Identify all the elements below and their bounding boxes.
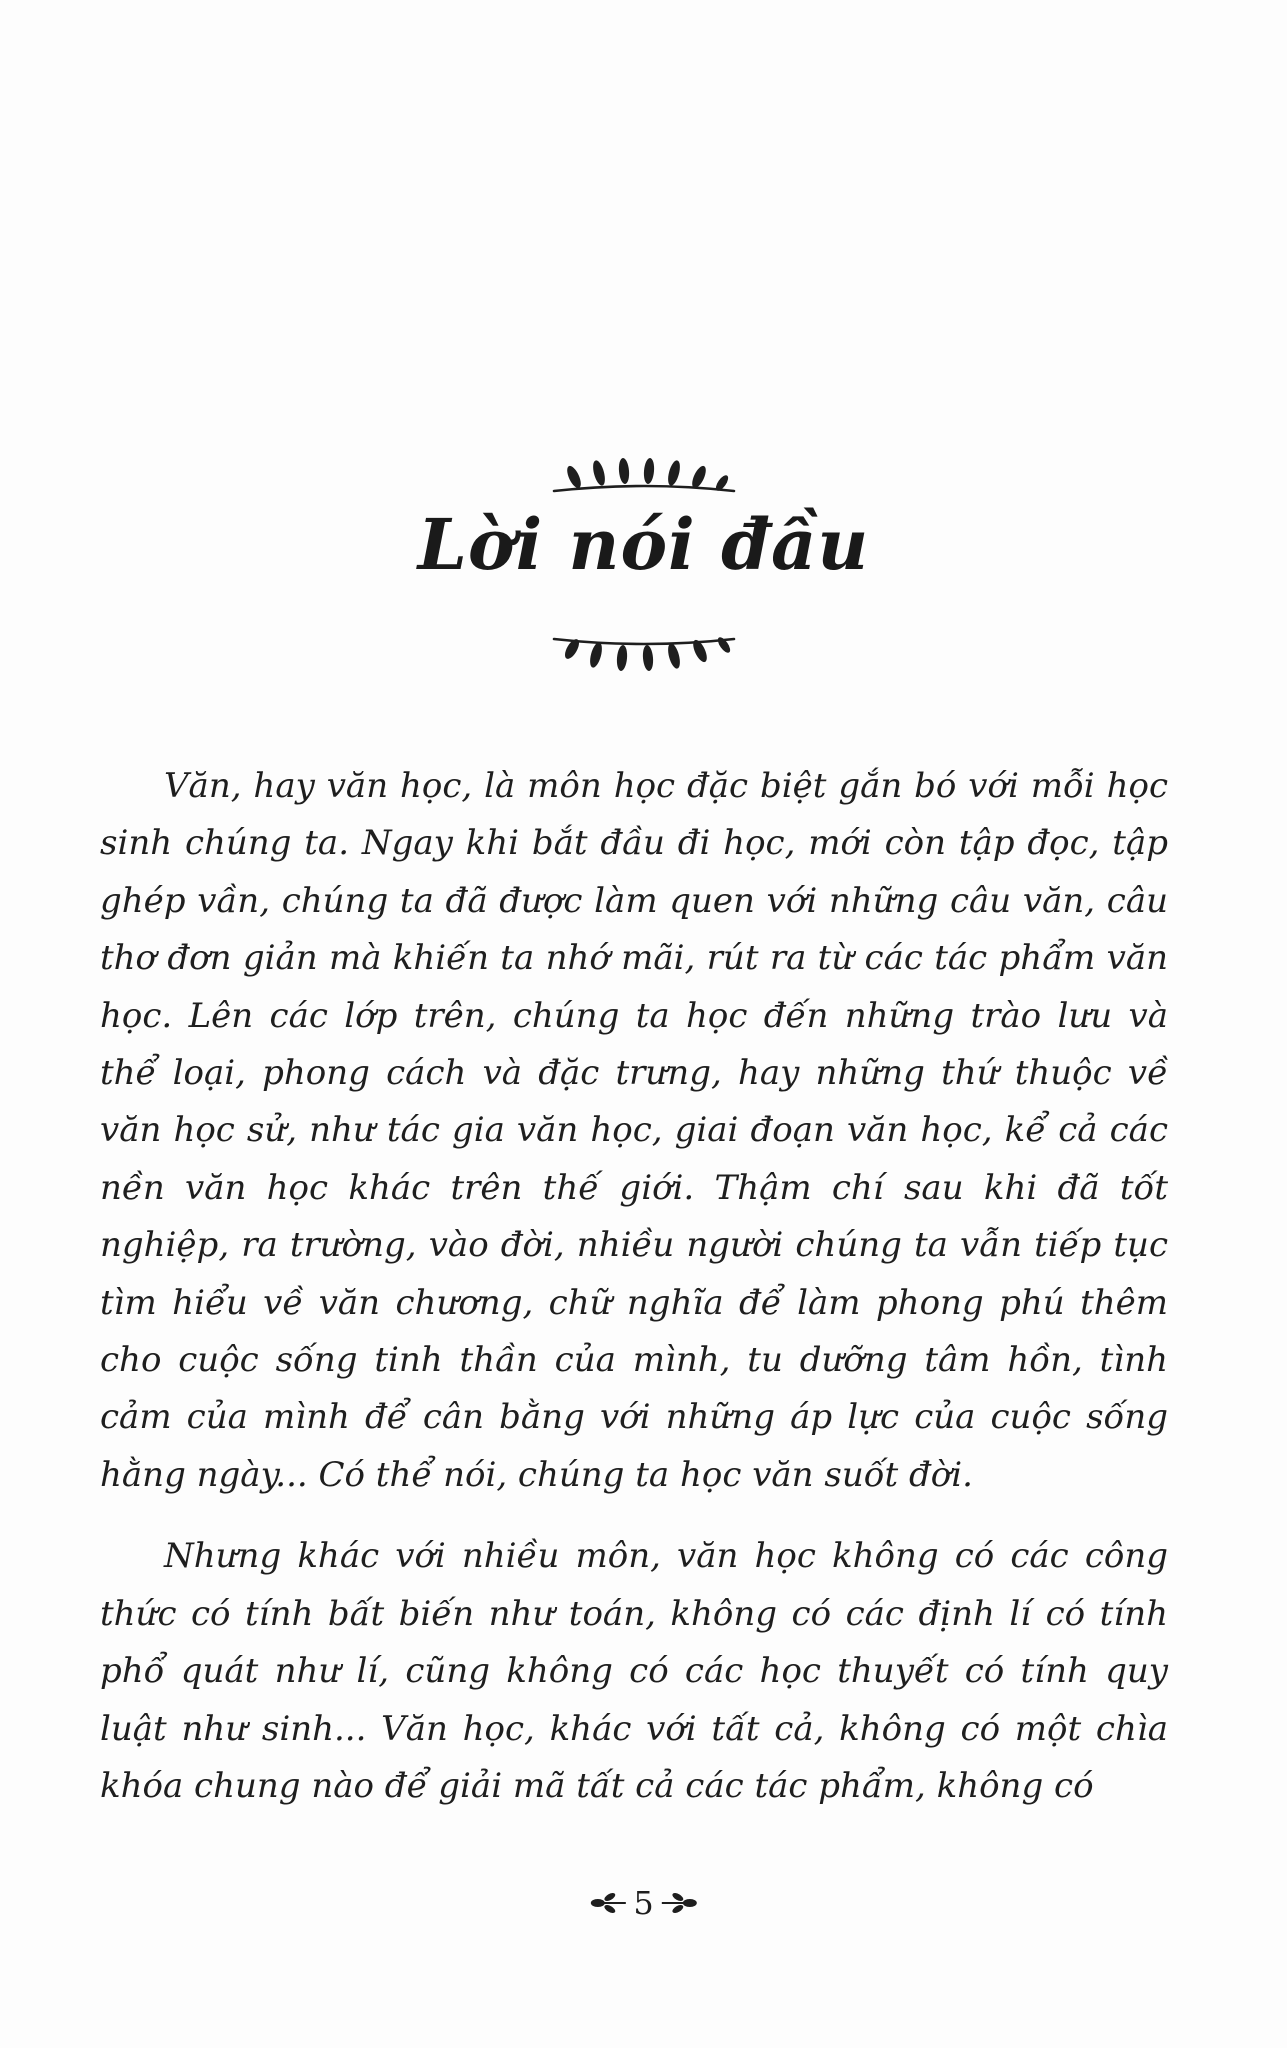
leaf-flourish-left-icon (587, 1890, 627, 1916)
laurel-ornament-bottom-icon (544, 625, 744, 675)
paragraph-1: Văn, hay văn học, là môn học đặc biệt gắn bó với mỗi học sinh chúng ta. Ngay khi bắt đầu đi học, mới còn tập đọc, tập ghép vần, chúng ta đã được làm quen với những câu văn, câu thơ đơn giản mà khiến ta nhớ mãi, rút ra từ các tác phẩm văn học. Lên các lớp trên, chúng ta học đến những trào lưu và thể loại, phong cách và đặc trưng, hay những thứ thuộc về văn học sử, như tác gia văn học, giai đoạn văn học, kể cả các nền văn học khác trên thế giới. Thậm chí sau khi đã tốt nghiệp, ra trường, vào đời, nhiều người chúng ta vẫn tiếp tục tìm hiểu về văn chương, chữ nghĩa để làm phong phú thêm cho cuộc sống tinh thần của mình, tu dưỡng tâm hồn, tình cảm của mình để cân bằng với những áp lực của cuộc sống hằng ngày... Có thể nói, chúng ta học văn suốt đời. (100, 766, 1168, 1495)
page-number-footer (587, 1885, 699, 1921)
body-text (100, 758, 1168, 1835)
page-number: 5 (633, 1884, 654, 1922)
paragraph-2: Nhưng khác với nhiều môn, văn học không có các công thức có tính bất biến như toán, không có các định lí có tính phổ quát như lí, cũng không có các học thuyết có tính quy luật như sinh... Văn học, khác với tất cả, không có một chìa khóa chung nào để giải mã tất cả các tác phẩm, không có (100, 1536, 1168, 1806)
leaf-flourish-right-icon (660, 1890, 700, 1916)
page-title: Lời nói đầu (417, 503, 870, 586)
laurel-ornament-top-icon (544, 455, 744, 505)
